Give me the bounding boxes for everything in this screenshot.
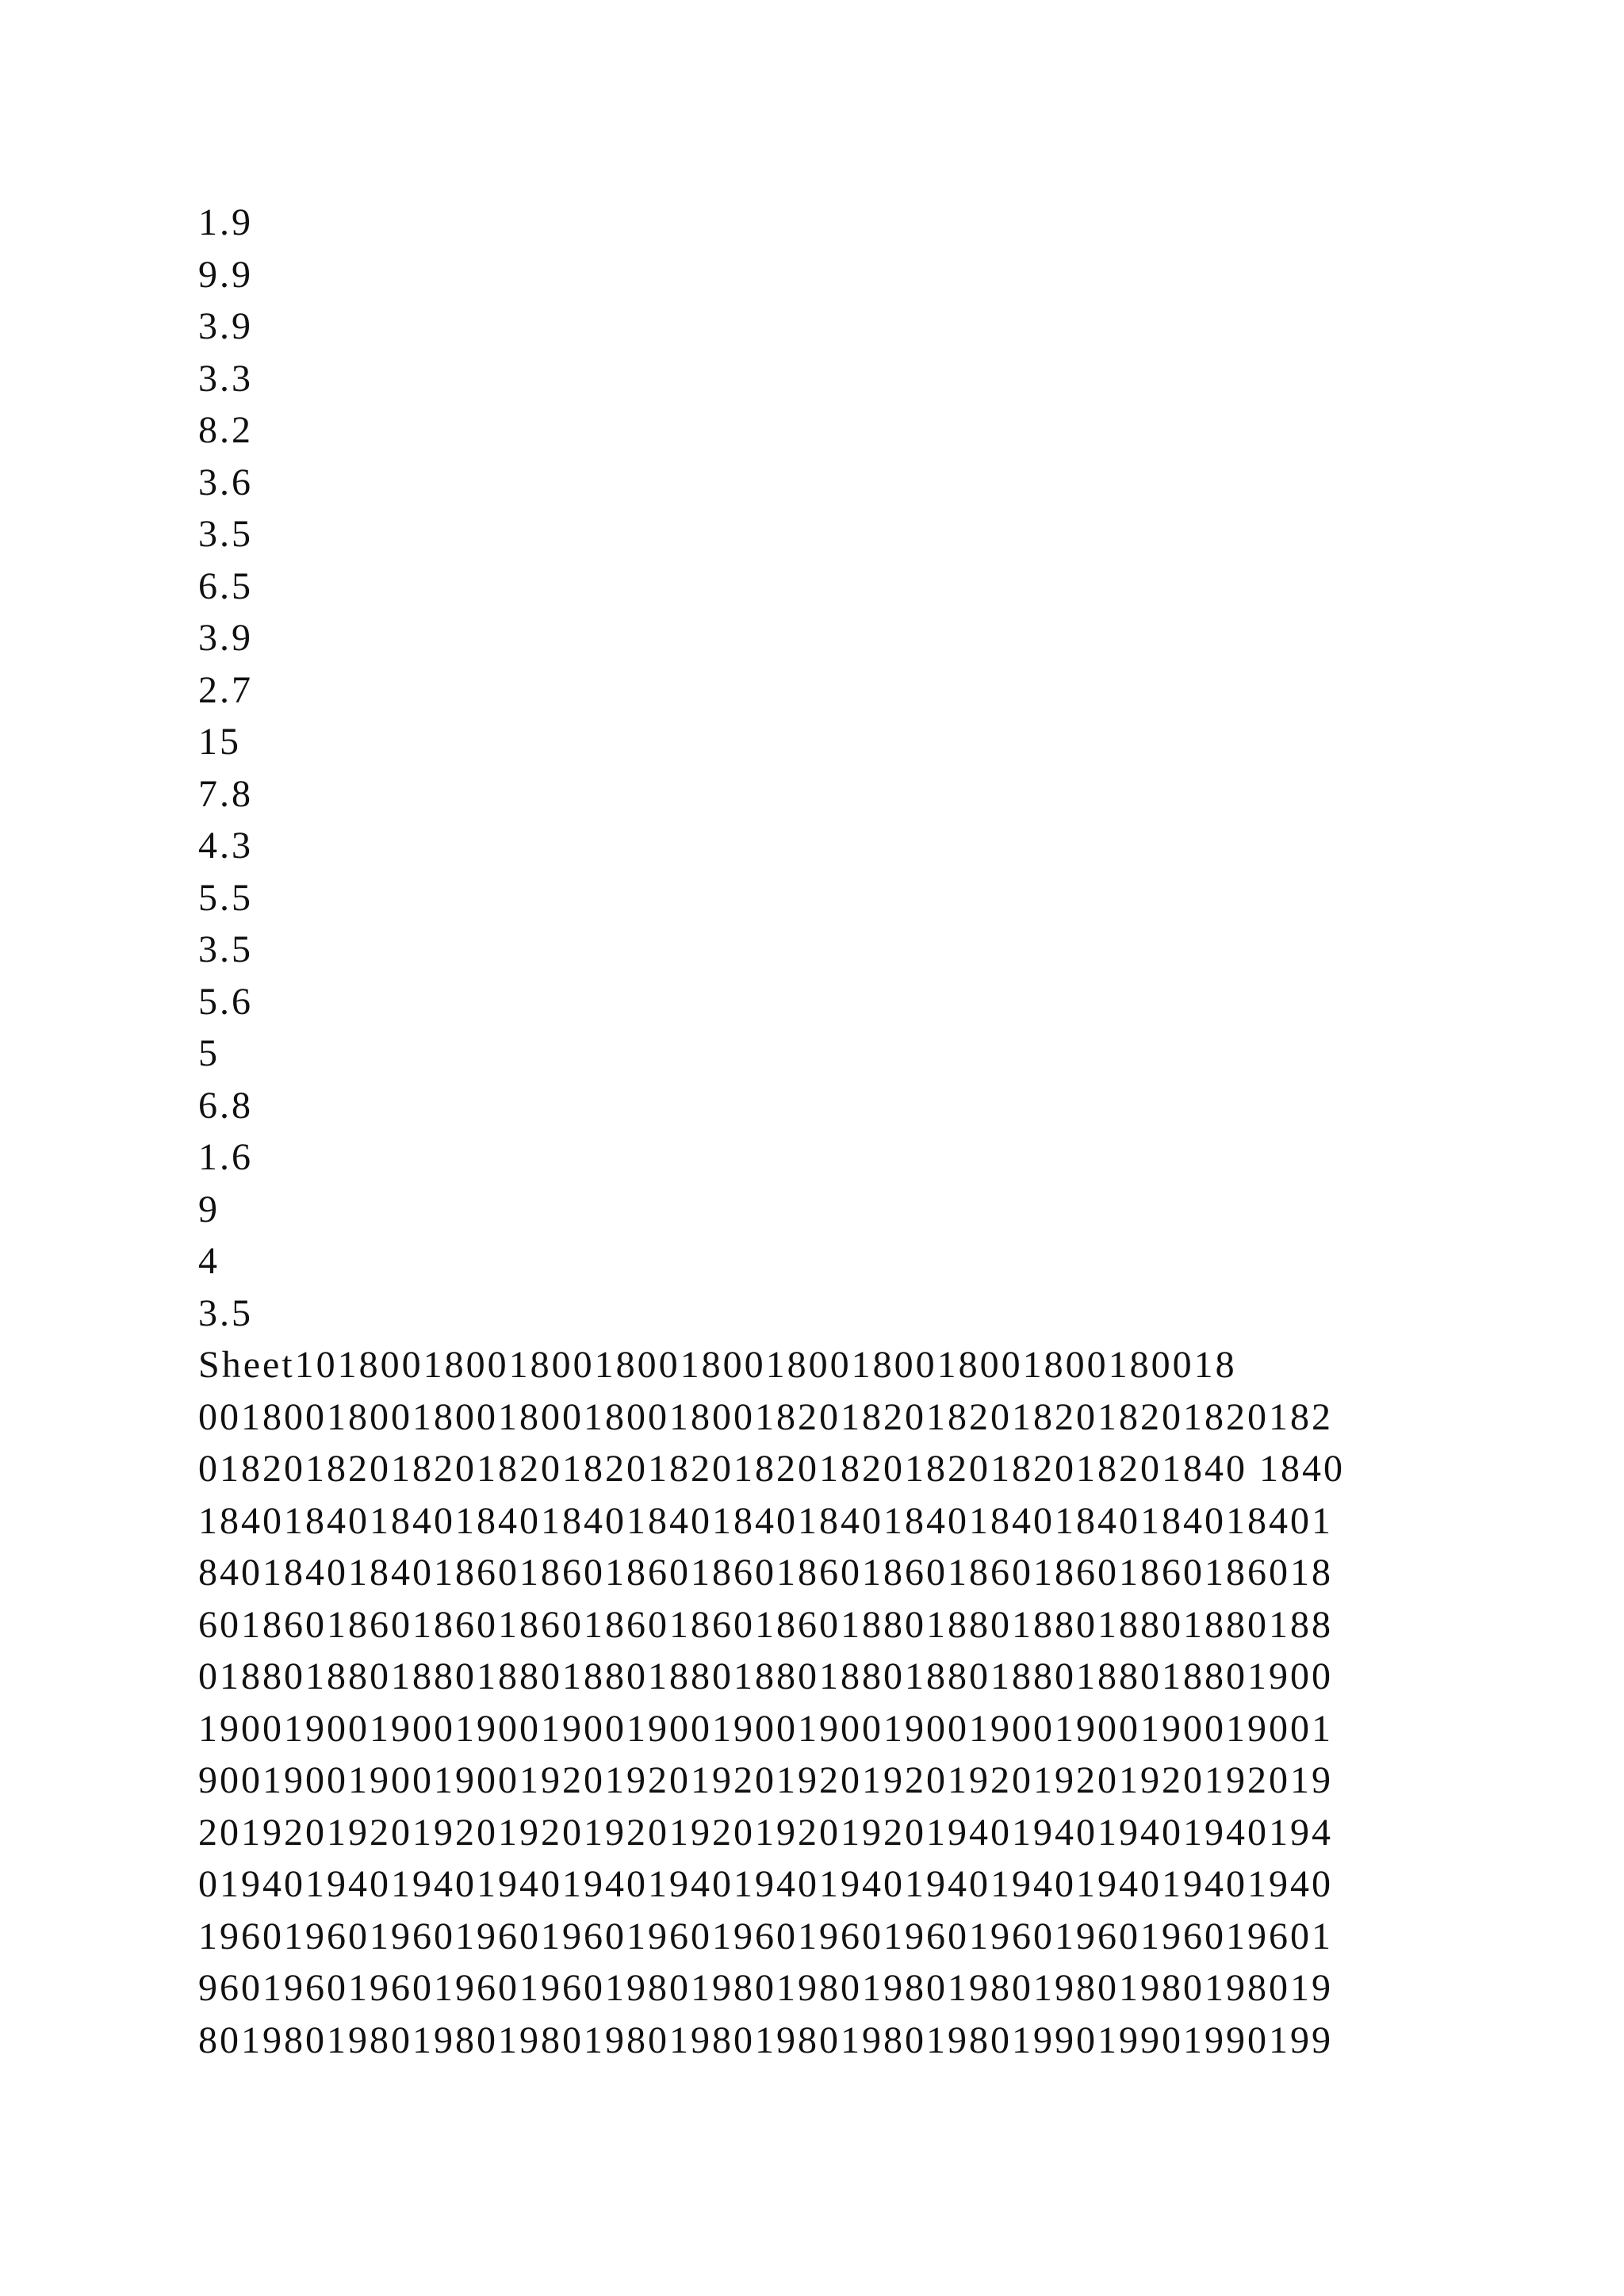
sheet-line: 18401840184018401840184018401840184018401840184018401: [198, 1499, 1333, 1542]
sheet-line: 84018401840186018601860186018601860186018601860186018: [198, 1552, 1333, 1594]
sheet-line: 80198019801980198019801980198019801980199019901990199: [198, 2019, 1333, 2061]
sheet-line: 20192019201920192019201920192019201940194019401940194: [198, 1811, 1333, 1854]
value-item: 15: [198, 721, 241, 763]
sheet-line: 60186018601860186018601860186018801880188018801880188: [198, 1603, 1333, 1646]
value-item: 3.5: [198, 928, 253, 970]
value-item: 9: [198, 1188, 220, 1230]
sheet-line: 00180018001800180018001800182018201820182018201820182: [198, 1395, 1333, 1438]
value-item: 3.5: [198, 1292, 253, 1334]
value-item: 5.5: [198, 876, 253, 919]
value-item: 8.2: [198, 409, 253, 451]
sheet-line: Sheet10180018001800180018001800180018001800180018: [198, 1344, 1237, 1386]
value-item: 2.7: [198, 668, 253, 711]
sheet-line: 90019001900190019201920192019201920192019201920192019: [198, 1759, 1333, 1801]
sheet-line: 01940194019401940194019401940194019401940194019401940: [198, 1863, 1333, 1905]
sheet-line: 01880188018801880188018801880188018801880188018801900: [198, 1655, 1333, 1697]
sheet-line: 96019601960196019601980198019801980198019801980198019: [198, 1967, 1333, 2009]
value-item: 3.9: [198, 617, 253, 659]
value-item: 4: [198, 1240, 220, 1282]
value-item: 3.9: [198, 305, 253, 347]
value-item: 5: [198, 1032, 220, 1074]
value-item: 3.3: [198, 357, 253, 400]
value-item: 4.3: [198, 825, 253, 867]
value-item: 9.9: [198, 253, 253, 296]
value-list: [198, 197, 1467, 1339]
value-item: 3.6: [198, 461, 253, 503]
sheet-line: 19601960196019601960196019601960196019601960196019601: [198, 1915, 1333, 1957]
sheet-line: 0182018201820182018201820182018201820182018201840 1840: [198, 1448, 1345, 1490]
value-item: 3.5: [198, 513, 253, 555]
value-item: 5.6: [198, 980, 253, 1023]
document-body: [198, 197, 1467, 2066]
value-item: 6.8: [198, 1084, 253, 1127]
value-item: 7.8: [198, 772, 253, 815]
value-item: 6.5: [198, 564, 253, 607]
value-item: 1.6: [198, 1136, 253, 1178]
sheet-line: 19001900190019001900190019001900190019001900190019001: [198, 1707, 1333, 1750]
sheet-data-stream: [198, 1339, 1467, 2066]
value-item: 1.9: [198, 201, 253, 243]
